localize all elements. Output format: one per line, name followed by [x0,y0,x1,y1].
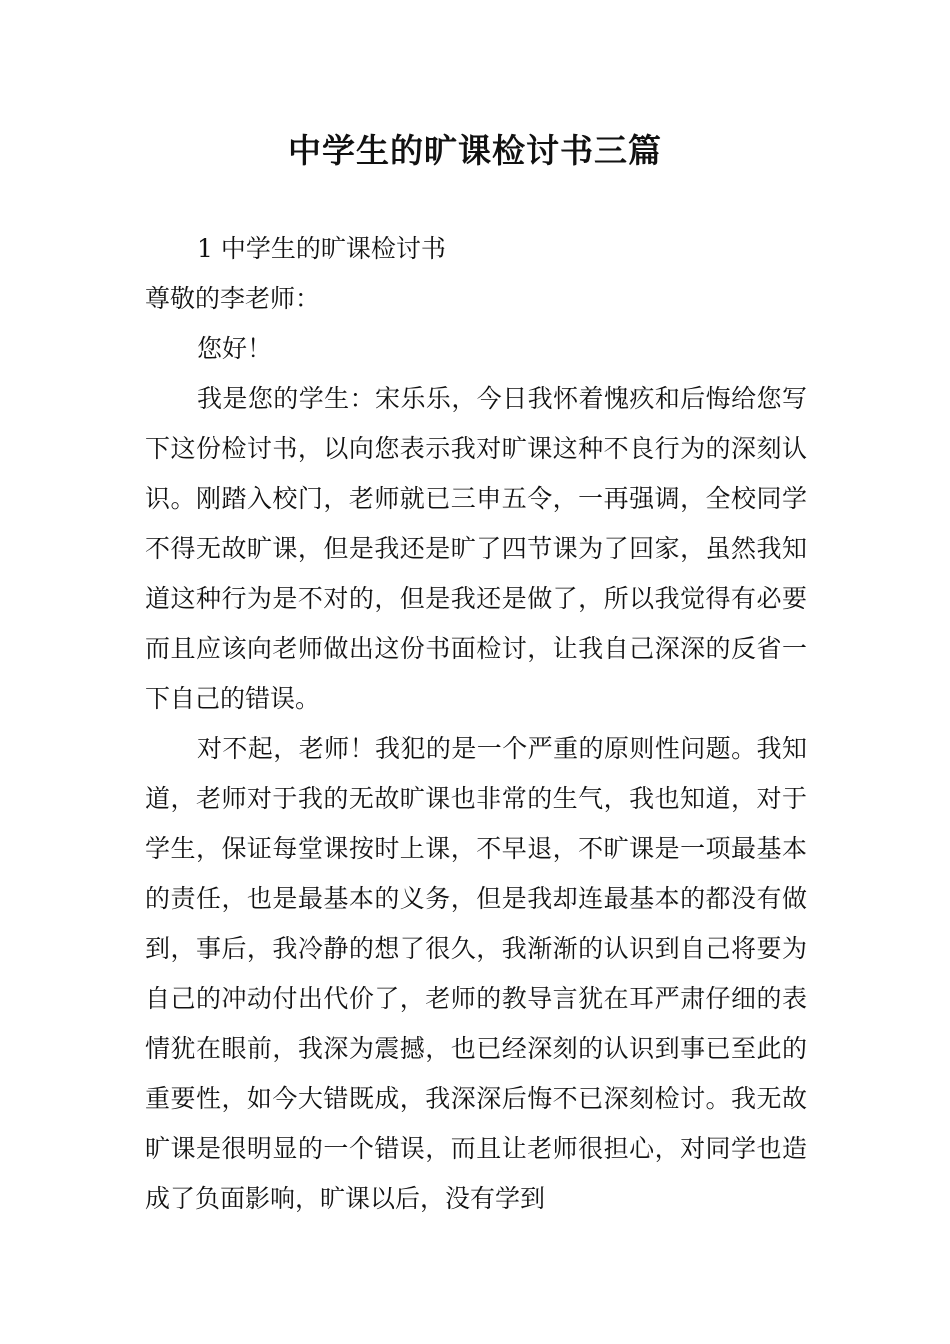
section-heading: 1 中学生的旷课检讨书 [197,234,446,263]
document-body [145,224,807,1224]
paragraph-2: 对不起，老师！我犯的是一个严重的原则性问题。我知道，老师对于我的无故旷课也非常的生气，我也知道，对于学生，保证每堂课按时上课，不早退，不旷课是一项最基本的责任，也是最基本的义务，但是我却连最基本的都没有做到，事后，我冷静的想了很久，我渐渐的认识到自己将要为自己的冲动付出代价了，老师的教导言犹在耳严肃仔细的表情犹在眼前，我深为震撼，也已经深刻的认识到事已至此的重要性，如今大错既成，我深深后悔不已深刻检讨。我无故旷课是很明显的一个错误，而且让老师很担心，对同学也造成了负面影响，旷课以后，没有学到 [145,734,807,1213]
document-title: 中学生的旷课检讨书三篇 [288,131,662,170]
salutation: 尊敬的李老师： [145,284,321,313]
greeting: 您好！ [197,334,273,363]
paragraph-1: 我是您的学生：宋乐乐，今日我怀着愧疚和后悔给您写下这份检讨书，以向您表示我对旷课这种不良行为的深刻认识。刚踏入校门，老师就已三申五令，一再强调，全校同学不得无故旷课，但是我还是旷了四节课为了回家，虽然我知道这种行为是不对的，但是我还是做了，所以我觉得有必要而且应该向老师做出这份书面检讨，让我自己深深的反省一下自己的错误。 [145,384,807,713]
